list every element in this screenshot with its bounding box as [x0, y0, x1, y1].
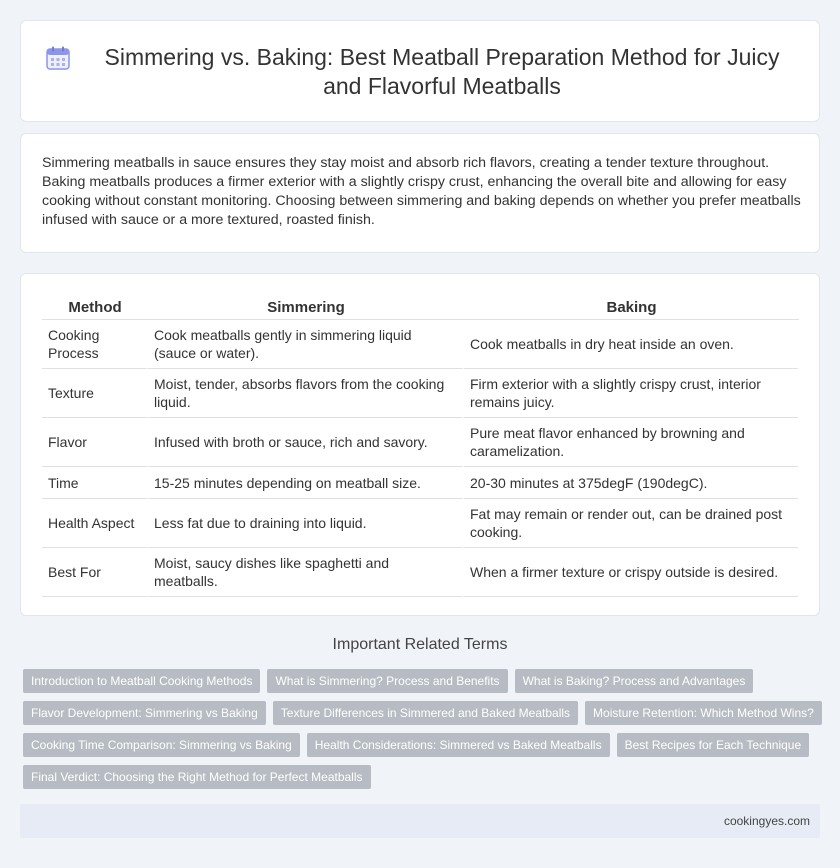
comparison-table [42, 293, 799, 597]
related-terms-title: Important Related Terms [332, 636, 508, 653]
related-term-tag[interactable]: Texture Differences in Simmered and Baked Meatballs [273, 701, 578, 725]
related-term-tag[interactable]: Flavor Development: Simmering vs Baking [23, 701, 266, 725]
related-term-tag[interactable]: Best Recipes for Each Technique [617, 733, 810, 757]
comparison-card [20, 273, 820, 616]
related-terms-list [23, 669, 823, 789]
row-method: Cooking Process [42, 320, 148, 369]
row-method: Best For [42, 548, 148, 597]
header-method: Method [42, 293, 148, 320]
row-simmering: Moist, tender, absorbs flavors from the cooking liquid. [148, 369, 464, 418]
header-baking: Baking [464, 293, 799, 320]
table-row [42, 369, 799, 418]
row-method: Texture [42, 369, 148, 418]
table-row [42, 548, 799, 597]
table-row [42, 467, 799, 499]
intro-card [20, 133, 820, 253]
related-term-tag[interactable]: Cooking Time Comparison: Simmering vs Baking [23, 733, 300, 757]
row-baking: Pure meat flavor enhanced by browning and caramelization. [464, 418, 799, 467]
row-baking: 20-30 minutes at 375degF (190degC). [464, 467, 799, 499]
table-row [42, 499, 799, 548]
table-header-row [42, 293, 799, 320]
footer-site-link[interactable]: cookingyes.com [723, 814, 810, 828]
intro-paragraph: Simmering meatballs in sauce ensures they stay moist and absorb rich flavors, creating a tender texture throughout. Baking meatballs produces a firmer exterior with a slightly crispy crust, enhancing the overall bite and allowing for easy cooking without constant monitoring. Choosing between simmering and baking depends on whether you prefer meatballs infused with sauce or a more textured, roasted finish. [42, 155, 801, 228]
row-baking: When a firmer texture or crispy outside is desired. [464, 548, 799, 597]
table-row [42, 320, 799, 369]
row-simmering: Infused with broth or sauce, rich and savory. [148, 418, 464, 467]
row-simmering: Less fat due to draining into liquid. [148, 499, 464, 548]
related-term-tag[interactable]: Introduction to Meatball Cooking Methods [23, 669, 260, 693]
footer [20, 804, 820, 838]
row-method: Health Aspect [42, 499, 148, 548]
related-term-tag[interactable]: What is Simmering? Process and Benefits [267, 669, 507, 693]
related-term-tag[interactable]: Moisture Retention: Which Method Wins? [585, 701, 822, 725]
row-baking: Cook meatballs in dry heat inside an oven. [464, 320, 799, 369]
header-card [20, 20, 820, 122]
row-method: Flavor [42, 418, 148, 467]
row-simmering: Moist, saucy dishes like spaghetti and meatballs. [148, 548, 464, 597]
row-baking: Firm exterior with a slightly crispy crust, interior remains juicy. [464, 369, 799, 418]
related-term-tag[interactable]: Final Verdict: Choosing the Right Method for Perfect Meatballs [23, 765, 371, 789]
related-term-tag[interactable]: What is Baking? Process and Advantages [515, 669, 754, 693]
table-row [42, 418, 799, 467]
row-method: Time [42, 467, 148, 499]
row-simmering: Cook meatballs gently in simmering liquid (sauce or water). [148, 320, 464, 369]
page-title: Simmering vs. Baking: Best Meatball Preparation Method for Juicy and Flavorful Meatballs [104, 44, 780, 99]
related-term-tag[interactable]: Health Considerations: Simmered vs Baked Meatballs [307, 733, 610, 757]
header-simmering: Simmering [148, 293, 464, 320]
row-simmering: 15-25 minutes depending on meatball size. [148, 467, 464, 499]
row-baking: Fat may remain or render out, can be drained post cooking. [464, 499, 799, 548]
